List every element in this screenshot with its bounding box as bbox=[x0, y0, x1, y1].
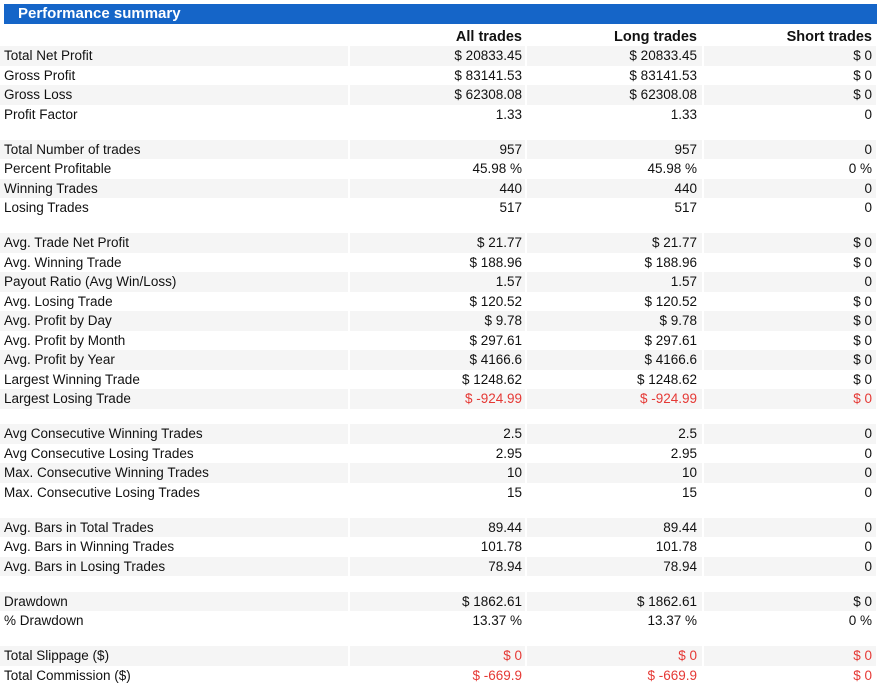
cell-short-trades: 0 bbox=[864, 426, 872, 441]
row-background bbox=[704, 311, 876, 331]
row-label: Losing Trades bbox=[4, 200, 89, 215]
column-header-long-trades: Long trades bbox=[614, 29, 697, 45]
cell-all-trades: 2.95 bbox=[495, 445, 522, 461]
cell-all-trades: 440 bbox=[499, 180, 522, 196]
column-headers bbox=[0, 27, 882, 46]
table-row bbox=[0, 537, 882, 557]
cell-all-trades: 517 bbox=[499, 200, 522, 215]
table-row bbox=[0, 140, 882, 160]
row-background bbox=[350, 463, 525, 483]
cell-short-trades: 0 % bbox=[848, 613, 872, 628]
cell-long-trades: 10 bbox=[681, 465, 697, 480]
cell-long-trades: 440 bbox=[674, 180, 697, 196]
cell-short-trades: $ 0 bbox=[853, 667, 872, 683]
row-label: Gross Profit bbox=[4, 67, 76, 83]
cell-short-trades: 0 bbox=[864, 200, 872, 215]
cell-long-trades: $ 4166.6 bbox=[644, 352, 697, 367]
cell-all-trades: $ 9.78 bbox=[484, 313, 522, 328]
row-label: Avg. Trade Net Profit bbox=[4, 235, 130, 250]
table-row bbox=[0, 66, 882, 86]
cell-short-trades: $ 0 bbox=[853, 293, 872, 309]
cell-all-trades: 13.37 % bbox=[472, 613, 522, 628]
row-label: Total Slippage ($) bbox=[4, 648, 110, 663]
table-row bbox=[0, 444, 882, 464]
cell-long-trades: $ 62308.08 bbox=[629, 87, 697, 102]
row-label: Max. Consecutive Winning Trades bbox=[4, 465, 209, 480]
cell-long-trades: $ -924.99 bbox=[639, 391, 697, 406]
cell-all-trades: $ 0 bbox=[503, 648, 522, 663]
cell-long-trades: 2.95 bbox=[670, 445, 697, 461]
table-row bbox=[0, 46, 882, 66]
cell-long-trades: 15 bbox=[681, 484, 697, 500]
cell-long-trades: $ 9.78 bbox=[659, 313, 697, 328]
cell-short-trades: 0 bbox=[864, 539, 872, 554]
cell-long-trades: $ 1248.62 bbox=[636, 371, 697, 387]
row-background bbox=[527, 424, 702, 444]
row-label: Percent Profitable bbox=[4, 161, 112, 176]
table-row bbox=[0, 463, 882, 483]
cell-long-trades: 2.5 bbox=[678, 426, 697, 441]
cell-long-trades: $ 20833.45 bbox=[629, 48, 697, 63]
cell-long-trades: $ 120.52 bbox=[644, 293, 697, 309]
cell-long-trades: $ 83141.53 bbox=[629, 67, 697, 83]
cell-short-trades: 0 bbox=[864, 445, 872, 461]
cell-short-trades: 0 bbox=[864, 519, 872, 535]
row-label: Profit Factor bbox=[4, 106, 78, 122]
row-background bbox=[527, 463, 702, 483]
cell-long-trades: $ 21.77 bbox=[651, 235, 697, 250]
row-background bbox=[704, 140, 876, 160]
cell-all-trades: 15 bbox=[506, 484, 522, 500]
column-header-short-trades: Short trades bbox=[786, 29, 872, 45]
cell-long-trades: 13.37 % bbox=[647, 613, 697, 628]
cell-short-trades: 0 bbox=[864, 141, 872, 157]
table-row bbox=[0, 85, 882, 105]
cell-short-trades: $ 0 bbox=[853, 235, 872, 250]
cell-short-trades: 0 bbox=[864, 180, 872, 196]
table-row bbox=[0, 389, 882, 409]
cell-all-trades: 957 bbox=[499, 141, 522, 157]
cell-long-trades: $ 0 bbox=[678, 648, 697, 663]
cell-all-trades: $ 120.52 bbox=[469, 293, 522, 309]
row-background bbox=[704, 424, 876, 444]
cell-short-trades: $ 0 bbox=[853, 648, 872, 663]
row-label: Max. Consecutive Losing Trades bbox=[4, 484, 200, 500]
row-label: Avg. Profit by Day bbox=[4, 313, 112, 328]
table-row bbox=[0, 179, 882, 199]
cell-all-trades: $ 188.96 bbox=[469, 254, 522, 270]
table-row bbox=[0, 233, 882, 253]
group-spacer bbox=[0, 124, 882, 140]
cell-all-trades: $ 1862.61 bbox=[461, 593, 522, 609]
row-background bbox=[350, 424, 525, 444]
table-row bbox=[0, 518, 882, 538]
row-background bbox=[704, 592, 876, 612]
cell-all-trades: $ 297.61 bbox=[469, 332, 522, 348]
row-background bbox=[704, 272, 876, 292]
cell-long-trades: $ 297.61 bbox=[644, 332, 697, 348]
cell-short-trades: 0 % bbox=[848, 161, 872, 176]
cell-long-trades: $ 1862.61 bbox=[636, 593, 697, 609]
row-label: % Drawdown bbox=[4, 613, 84, 628]
row-label: Gross Loss bbox=[4, 87, 73, 102]
cell-all-trades: $ 62308.08 bbox=[454, 87, 522, 102]
row-label: Payout Ratio (Avg Win/Loss) bbox=[4, 274, 177, 289]
cell-short-trades: $ 0 bbox=[853, 371, 872, 387]
table-row bbox=[0, 611, 882, 631]
cell-short-trades: 0 bbox=[864, 274, 872, 289]
row-label: Avg. Profit by Year bbox=[4, 352, 115, 367]
cell-long-trades: 45.98 % bbox=[647, 161, 697, 176]
cell-all-trades: $ 21.77 bbox=[476, 235, 522, 250]
row-label: Drawdown bbox=[4, 593, 68, 609]
cell-long-trades: $ 188.96 bbox=[644, 254, 697, 270]
row-background bbox=[350, 646, 525, 666]
cell-all-trades: 1.33 bbox=[495, 106, 522, 122]
cell-long-trades: 78.94 bbox=[663, 558, 697, 574]
table-row bbox=[0, 253, 882, 273]
cell-short-trades: $ 0 bbox=[853, 48, 872, 63]
table-row bbox=[0, 331, 882, 351]
row-label: Total Number of trades bbox=[4, 141, 141, 157]
cell-short-trades: $ 0 bbox=[853, 332, 872, 348]
cell-short-trades: 0 bbox=[864, 558, 872, 574]
cell-all-trades: $ 1248.62 bbox=[461, 371, 522, 387]
table-row bbox=[0, 350, 882, 370]
row-background bbox=[704, 85, 876, 105]
cell-all-trades: 45.98 % bbox=[472, 161, 522, 176]
table-row bbox=[0, 424, 882, 444]
cell-short-trades: 0 bbox=[864, 106, 872, 122]
table-row bbox=[0, 557, 882, 577]
row-label: Largest Losing Trade bbox=[4, 391, 131, 406]
cell-all-trades: $ 4166.6 bbox=[469, 352, 522, 367]
table-row bbox=[0, 370, 882, 390]
row-background bbox=[704, 646, 876, 666]
row-label: Avg. Winning Trade bbox=[4, 254, 122, 270]
cell-all-trades: 2.5 bbox=[503, 426, 522, 441]
row-background bbox=[704, 518, 876, 538]
row-background bbox=[704, 350, 876, 370]
cell-short-trades: $ 0 bbox=[853, 254, 872, 270]
cell-long-trades: $ -669.9 bbox=[647, 667, 697, 683]
cell-all-trades: $ -924.99 bbox=[464, 391, 522, 406]
row-label: Avg. Bars in Losing Trades bbox=[4, 558, 166, 574]
row-label: Avg Consecutive Winning Trades bbox=[4, 426, 203, 441]
row-label: Avg. Bars in Winning Trades bbox=[4, 539, 175, 554]
cell-short-trades: $ 0 bbox=[853, 593, 872, 609]
table-row bbox=[0, 666, 882, 686]
table-row bbox=[0, 159, 882, 179]
cell-long-trades: 517 bbox=[674, 200, 697, 215]
cell-all-trades: $ 20833.45 bbox=[454, 48, 522, 63]
cell-all-trades: $ -669.9 bbox=[472, 667, 522, 683]
cell-all-trades: 89.44 bbox=[488, 519, 522, 535]
row-label: Largest Winning Trade bbox=[4, 371, 140, 387]
table-row bbox=[0, 646, 882, 666]
table-row bbox=[0, 292, 882, 312]
row-label: Total Net Profit bbox=[4, 48, 93, 63]
cell-long-trades: 1.57 bbox=[670, 274, 697, 289]
cell-long-trades: 89.44 bbox=[663, 519, 697, 535]
cell-short-trades: $ 0 bbox=[853, 313, 872, 328]
table-row bbox=[0, 105, 882, 125]
cell-long-trades: 957 bbox=[674, 141, 697, 157]
cell-short-trades: $ 0 bbox=[853, 67, 872, 83]
cell-all-trades: 78.94 bbox=[488, 558, 522, 574]
row-background bbox=[527, 646, 702, 666]
row-label: Avg. Profit by Month bbox=[4, 332, 126, 348]
page-title: Performance summary bbox=[4, 4, 877, 24]
cell-short-trades: $ 0 bbox=[853, 352, 872, 367]
cell-long-trades: 101.78 bbox=[655, 539, 697, 554]
table-row bbox=[0, 311, 882, 331]
performance-table bbox=[0, 46, 882, 685]
row-label: Winning Trades bbox=[4, 180, 98, 196]
row-label: Avg. Losing Trade bbox=[4, 293, 113, 309]
column-header-all-trades: All trades bbox=[455, 29, 522, 45]
group-spacer bbox=[0, 631, 882, 647]
group-spacer bbox=[0, 409, 882, 425]
table-row bbox=[0, 198, 882, 218]
cell-all-trades: 101.78 bbox=[480, 539, 522, 554]
row-background bbox=[704, 389, 876, 409]
cell-all-trades: $ 83141.53 bbox=[454, 67, 522, 83]
cell-all-trades: 1.57 bbox=[495, 274, 522, 289]
row-label: Avg Consecutive Losing Trades bbox=[4, 445, 194, 461]
table-row bbox=[0, 483, 882, 503]
row-background bbox=[704, 233, 876, 253]
cell-short-trades: $ 0 bbox=[853, 87, 872, 102]
row-label: Avg. Bars in Total Trades bbox=[4, 519, 154, 535]
row-background bbox=[704, 557, 876, 577]
cell-short-trades: 0 bbox=[864, 465, 872, 480]
row-background bbox=[704, 463, 876, 483]
table-row bbox=[0, 272, 882, 292]
row-label: Total Commission ($) bbox=[4, 667, 131, 683]
group-spacer bbox=[0, 502, 882, 518]
group-spacer bbox=[0, 576, 882, 592]
group-spacer bbox=[0, 218, 882, 234]
cell-all-trades: 10 bbox=[506, 465, 522, 480]
cell-short-trades: $ 0 bbox=[853, 391, 872, 406]
row-background bbox=[704, 46, 876, 66]
table-row bbox=[0, 592, 882, 612]
cell-long-trades: 1.33 bbox=[670, 106, 697, 122]
cell-short-trades: 0 bbox=[864, 484, 872, 500]
row-background bbox=[704, 179, 876, 199]
